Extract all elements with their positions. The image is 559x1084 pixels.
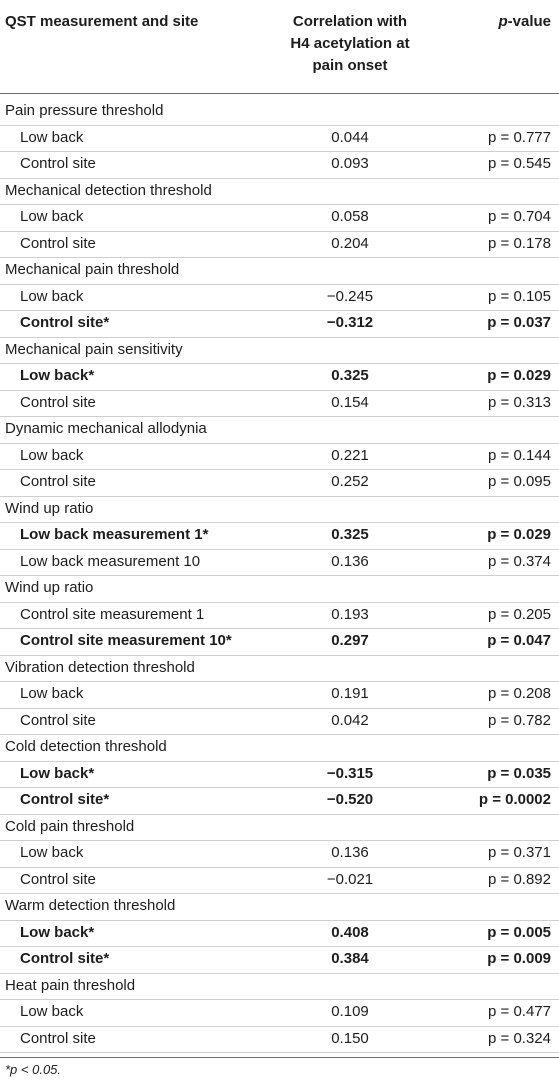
table-group-row xyxy=(0,496,559,524)
p-letter: p xyxy=(498,13,508,30)
correlation-value: −0.312 xyxy=(326,314,374,331)
table-row xyxy=(0,708,559,736)
row-label: Low back xyxy=(20,208,84,225)
correlation-value: 0.325 xyxy=(331,526,369,543)
row-label: Low back xyxy=(20,446,84,464)
p-value: p = 0.782 xyxy=(488,711,551,729)
table-header xyxy=(0,0,559,94)
p-value: p = 0.037 xyxy=(487,314,551,331)
table-row xyxy=(0,549,559,577)
table-row xyxy=(0,231,559,259)
correlation-value: 0.221 xyxy=(331,446,369,464)
table-row xyxy=(0,469,559,497)
column-header-measurement: QST measurement and site xyxy=(5,13,199,30)
p-value: p = 0.704 xyxy=(488,208,551,225)
table-row xyxy=(0,443,559,471)
p-value-suffix: -value xyxy=(507,13,551,30)
correlation-value: −0.245 xyxy=(326,287,374,305)
table-row xyxy=(0,125,559,153)
correlation-value: 0.044 xyxy=(331,128,369,146)
correlation-value: 0.191 xyxy=(331,685,369,702)
table-row xyxy=(0,310,559,338)
table-row xyxy=(0,787,559,815)
group-label: Mechanical pain threshold xyxy=(5,261,180,278)
table-row xyxy=(0,1026,559,1054)
row-label: Control site* xyxy=(20,791,110,808)
p-value: p = 0.324 xyxy=(488,1029,551,1047)
table-row xyxy=(0,867,559,895)
group-label: Cold pain threshold xyxy=(5,817,135,835)
table-row xyxy=(0,204,559,232)
table-group-row xyxy=(0,337,559,365)
row-label: Control site xyxy=(20,393,96,411)
p-value: p = 0.144 xyxy=(488,446,551,464)
correlation-value: 0.193 xyxy=(331,605,369,623)
p-value: p = 0.105 xyxy=(488,287,551,305)
p-value: p = 0.892 xyxy=(488,870,551,888)
p-value: p = 0.0002 xyxy=(478,791,551,808)
row-label: Low back* xyxy=(20,923,95,941)
table-group-row xyxy=(0,893,559,921)
table-row xyxy=(0,920,559,948)
correlation-value: 0.093 xyxy=(331,155,369,172)
p-value: p = 0.029 xyxy=(487,367,551,384)
row-label: Control site* xyxy=(20,314,110,331)
correlation-value: −0.315 xyxy=(326,764,374,782)
row-label: Low back* xyxy=(20,764,95,782)
correlation-value: 0.042 xyxy=(331,711,369,729)
row-label: Control site xyxy=(20,711,96,729)
row-label: Control site xyxy=(20,234,96,252)
p-value: p = 0.777 xyxy=(488,128,551,146)
group-label: Mechanical pain sensitivity xyxy=(5,340,183,358)
row-label: Control site xyxy=(20,155,96,172)
group-label: Pain pressure threshold xyxy=(5,102,164,119)
row-label: Low back xyxy=(20,128,84,146)
column-header-correlation-line2: H4 acetylation at xyxy=(290,35,410,52)
correlation-value: −0.021 xyxy=(326,870,374,888)
correlation-value: 0.297 xyxy=(331,632,369,649)
correlation-value: 0.136 xyxy=(331,844,369,861)
row-label: Low back measurement 10 xyxy=(20,552,201,570)
correlation-value: 0.204 xyxy=(331,234,369,252)
row-label: Low back xyxy=(20,685,84,702)
row-label: Low back xyxy=(20,844,84,861)
table-group-row xyxy=(0,973,559,1001)
p-value: p = 0.029 xyxy=(487,526,551,543)
table-group-row xyxy=(0,655,559,683)
group-label: Cold detection threshold xyxy=(5,738,167,755)
column-header-correlation-line1: Correlation with xyxy=(292,13,408,30)
p-value: p = 0.205 xyxy=(488,605,551,623)
table-row xyxy=(0,628,559,656)
correlation-value: 0.252 xyxy=(331,473,369,490)
table-row xyxy=(0,602,559,630)
column-header-correlation-line3: pain onset xyxy=(312,57,388,74)
correlation-value: 0.408 xyxy=(331,923,369,941)
row-label: Low back xyxy=(20,1003,84,1020)
correlation-value: 0.150 xyxy=(331,1029,369,1047)
table-group-row xyxy=(0,416,559,444)
p-value: p = 0.009 xyxy=(487,950,551,967)
group-label: Wind up ratio xyxy=(5,579,94,596)
correlation-value: 0.058 xyxy=(331,208,369,225)
table-group-row xyxy=(0,257,559,285)
p-value: p = 0.208 xyxy=(488,685,551,702)
table-row xyxy=(0,522,559,550)
column-header-correlation xyxy=(270,11,430,77)
footnote: *p < 0.05. xyxy=(5,1062,62,1077)
table-group-row xyxy=(0,814,559,842)
group-label: Heat pain threshold xyxy=(5,976,136,994)
p-value: p = 0.095 xyxy=(488,473,551,490)
row-label: Control site xyxy=(20,473,96,490)
p-value: p = 0.313 xyxy=(488,393,551,411)
table-group-row xyxy=(0,98,559,126)
group-label: Warm detection threshold xyxy=(5,897,176,914)
table-group-row xyxy=(0,178,559,206)
p-value: p = 0.178 xyxy=(488,234,551,252)
p-value: p = 0.047 xyxy=(487,632,551,649)
row-label: Control site measurement 10* xyxy=(20,632,232,649)
p-value: p = 0.005 xyxy=(487,923,551,941)
p-value: p = 0.477 xyxy=(488,1003,551,1020)
table-row xyxy=(0,761,559,789)
table-row xyxy=(0,284,559,312)
group-label: Mechanical detection threshold xyxy=(5,181,212,199)
table-row xyxy=(0,681,559,709)
p-value: p = 0.374 xyxy=(488,552,551,570)
correlation-value: −0.520 xyxy=(326,791,374,808)
correlation-value: 0.384 xyxy=(331,950,369,967)
row-label: Control site* xyxy=(20,950,110,967)
group-label: Vibration detection threshold xyxy=(5,658,195,676)
table-row xyxy=(0,840,559,868)
p-value: p = 0.545 xyxy=(488,155,551,172)
correlation-value: 0.136 xyxy=(331,552,369,570)
table-row xyxy=(0,390,559,418)
row-label: Low back measurement 1* xyxy=(20,526,209,543)
table-row xyxy=(0,946,559,974)
row-label: Low back* xyxy=(20,367,95,384)
correlation-value: 0.325 xyxy=(331,367,369,384)
group-label: Wind up ratio xyxy=(5,499,94,517)
row-label: Low back xyxy=(20,287,84,305)
row-label: Control site xyxy=(20,1029,96,1047)
group-label: Dynamic mechanical allodynia xyxy=(5,420,207,437)
table-bottom-rule xyxy=(0,1057,559,1058)
table-group-row xyxy=(0,575,559,603)
p-value: p = 0.035 xyxy=(487,764,551,782)
correlation-value: 0.109 xyxy=(331,1003,369,1020)
p-value: p = 0.371 xyxy=(488,844,551,861)
table-row xyxy=(0,999,559,1027)
column-header-p-value xyxy=(498,11,551,33)
row-label: Control site xyxy=(20,870,96,888)
correlation-value: 0.154 xyxy=(331,393,369,411)
table-row xyxy=(0,151,559,179)
row-label: Control site measurement 1 xyxy=(20,605,205,623)
table-row xyxy=(0,363,559,391)
table-group-row xyxy=(0,734,559,762)
